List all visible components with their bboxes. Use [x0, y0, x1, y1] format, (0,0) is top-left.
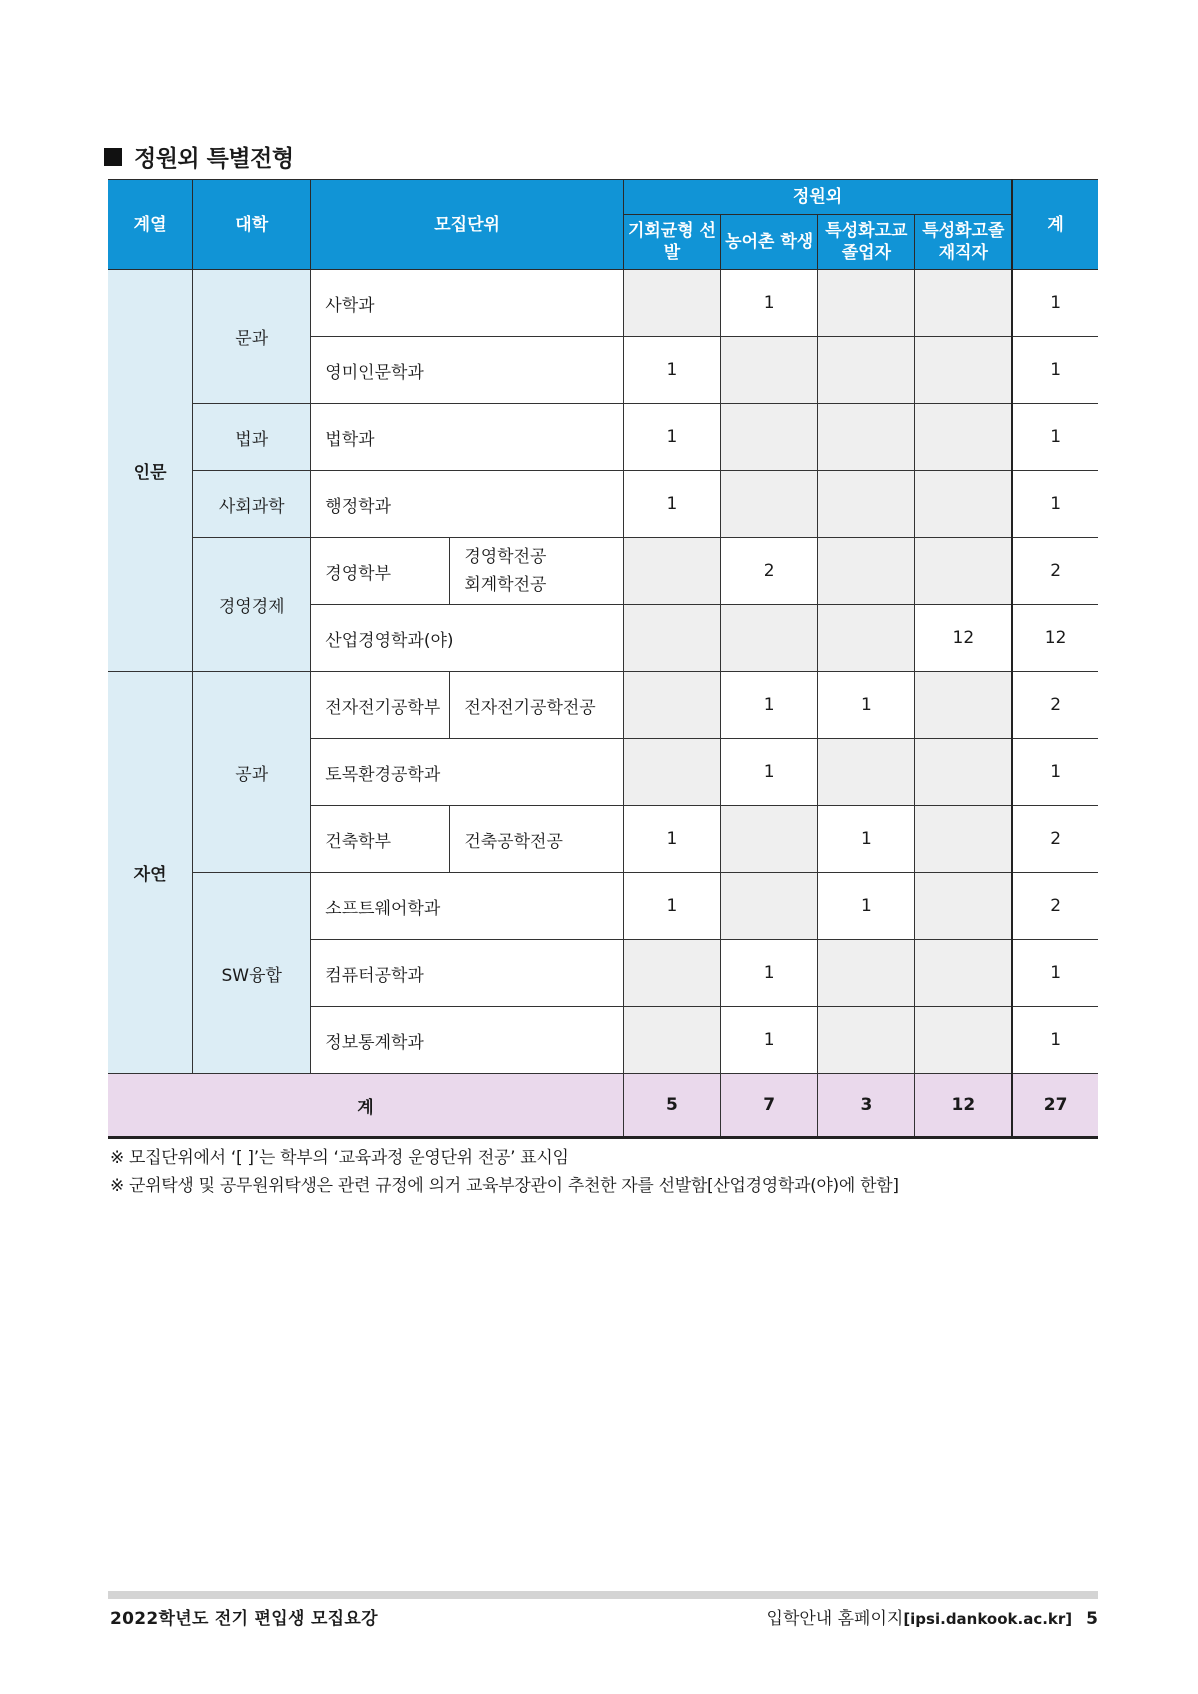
value-cell — [818, 471, 915, 538]
total-value-cell: 3 — [818, 1074, 915, 1138]
note-line: ※ 모집단위에서 ‘[ ]’는 학부의 ‘교육과정 운영단위 전공’ 표시임 — [110, 1148, 569, 1168]
value-cell — [818, 538, 915, 605]
row-total-cell: 1 — [1012, 940, 1098, 1007]
row-total-cell: 1 — [1012, 471, 1098, 538]
table-row — [108, 404, 1098, 471]
unit-cell: 경영학부 — [311, 538, 450, 605]
special-admission-table — [108, 179, 1098, 1139]
value-cell — [623, 538, 720, 605]
value-cell: 1 — [818, 806, 915, 873]
value-cell: 1 — [721, 739, 818, 806]
value-cell — [818, 404, 915, 471]
value-cell — [915, 270, 1012, 337]
value-cell — [721, 337, 818, 404]
square-bullet-icon — [104, 148, 122, 166]
value-cell: 2 — [721, 538, 818, 605]
unit-cell: 토목환경공학과 — [311, 739, 624, 806]
unit-cell: 산업경영학과(야) — [311, 605, 624, 672]
value-cell — [623, 1007, 720, 1074]
table-row — [108, 873, 1098, 940]
unit-cell: 사학과 — [311, 270, 624, 337]
section-title — [104, 140, 294, 173]
value-cell — [818, 739, 915, 806]
footer-right — [767, 1604, 1098, 1629]
footer-homepage-url[interactable]: [ipsi.dankook.ac.kr] — [903, 1610, 1073, 1628]
row-total-cell: 1 — [1012, 404, 1098, 471]
value-cell — [818, 337, 915, 404]
unit-cell: 건축학부 — [311, 806, 450, 873]
header-sub-2: 농어촌 학생 — [721, 215, 818, 270]
value-cell — [623, 739, 720, 806]
value-cell — [915, 471, 1012, 538]
value-cell: 1 — [721, 940, 818, 1007]
unit-cell: 컴퓨터공학과 — [311, 940, 624, 1007]
totals-row — [108, 1074, 1098, 1138]
totals-label: 계 — [108, 1074, 623, 1138]
value-cell — [721, 404, 818, 471]
unit-cell: 소프트웨어학과 — [311, 873, 624, 940]
header-sub-4: 특성화고졸 재직자 — [915, 215, 1012, 270]
college-cell: SW융합 — [193, 873, 311, 1074]
page-number: 5 — [1086, 1609, 1098, 1629]
section-title-text: 정원외 특별전형 — [134, 146, 294, 172]
value-cell — [818, 940, 915, 1007]
major-cell: 건축공학전공 — [450, 806, 624, 873]
row-total-cell: 12 — [1012, 605, 1098, 672]
note-line: ※ 군위탁생 및 공무원위탁생은 관련 규정에 의거 교육부장관이 추천한 자를 선발함[산업경영학과(야)에 한함] — [110, 1176, 899, 1196]
value-cell — [721, 873, 818, 940]
unit-cell: 행정학과 — [311, 471, 624, 538]
unit-cell: 법학과 — [311, 404, 624, 471]
value-cell: 1 — [623, 471, 720, 538]
total-value-cell: 5 — [623, 1074, 720, 1138]
value-cell — [915, 940, 1012, 1007]
footer-homepage-label: 입학안내 홈페이지[ipsi.dankook.ac.kr] — [766, 1609, 1073, 1629]
value-cell — [915, 672, 1012, 739]
unit-cell: 영미인문학과 — [311, 337, 624, 404]
value-cell: 1 — [623, 337, 720, 404]
value-cell — [721, 471, 818, 538]
college-cell: 경영경제 — [193, 538, 311, 672]
field-humanities: 인문 — [108, 270, 193, 672]
value-cell — [915, 873, 1012, 940]
row-total-cell: 1 — [1012, 1007, 1098, 1074]
value-cell: 1 — [721, 672, 818, 739]
footer-divider — [108, 1591, 1098, 1599]
footer-document-title: 2022학년도 전기 편입생 모집요강 — [110, 1609, 378, 1629]
notes — [110, 1144, 899, 1200]
value-cell: 1 — [818, 672, 915, 739]
major-label: 회계학전공 — [464, 575, 547, 595]
college-cell: 문과 — [193, 270, 311, 404]
major-cell — [450, 538, 624, 605]
table-row — [108, 672, 1098, 739]
value-cell: 1 — [818, 873, 915, 940]
college-cell: 법과 — [193, 404, 311, 471]
header-unit: 모집단위 — [311, 180, 624, 270]
header-outside-quota: 정원외 — [623, 180, 1012, 215]
value-cell — [915, 806, 1012, 873]
value-cell: 1 — [721, 270, 818, 337]
header-total: 계 — [1012, 180, 1098, 270]
value-cell: 1 — [623, 873, 720, 940]
header-sub-3: 특성화고교 졸업자 — [818, 215, 915, 270]
value-cell — [623, 605, 720, 672]
value-cell — [623, 672, 720, 739]
unit-cell: 정보통계학과 — [311, 1007, 624, 1074]
value-cell — [915, 538, 1012, 605]
table-row — [108, 270, 1098, 337]
value-cell — [818, 605, 915, 672]
table-row — [108, 538, 1098, 605]
row-total-cell: 2 — [1012, 806, 1098, 873]
header-college: 대학 — [193, 180, 311, 270]
total-value-cell: 7 — [721, 1074, 818, 1138]
value-cell — [915, 404, 1012, 471]
grand-total-cell: 27 — [1012, 1074, 1098, 1138]
value-cell: 1 — [721, 1007, 818, 1074]
value-cell — [623, 940, 720, 1007]
row-total-cell: 1 — [1012, 337, 1098, 404]
field-natural-sciences: 자연 — [108, 672, 193, 1074]
value-cell: 1 — [623, 404, 720, 471]
row-total-cell: 1 — [1012, 270, 1098, 337]
value-cell — [818, 1007, 915, 1074]
value-cell — [915, 739, 1012, 806]
value-cell — [721, 605, 818, 672]
row-total-cell: 2 — [1012, 873, 1098, 940]
row-total-cell: 1 — [1012, 739, 1098, 806]
table-row — [108, 471, 1098, 538]
value-cell — [818, 270, 915, 337]
header-field: 계열 — [108, 180, 193, 270]
major-label: 경영학전공 — [464, 547, 547, 567]
value-cell — [623, 270, 720, 337]
row-total-cell: 2 — [1012, 538, 1098, 605]
value-cell: 12 — [915, 605, 1012, 672]
value-cell — [915, 1007, 1012, 1074]
row-total-cell: 2 — [1012, 672, 1098, 739]
total-value-cell: 12 — [915, 1074, 1012, 1138]
college-cell: 공과 — [193, 672, 311, 873]
major-cell: 전자전기공학전공 — [450, 672, 624, 739]
value-cell — [915, 337, 1012, 404]
college-cell: 사회과학 — [193, 471, 311, 538]
unit-cell: 전자전기공학부 — [311, 672, 450, 739]
value-cell — [721, 806, 818, 873]
header-sub-1: 기회균형 선발 — [623, 215, 720, 270]
value-cell: 1 — [623, 806, 720, 873]
